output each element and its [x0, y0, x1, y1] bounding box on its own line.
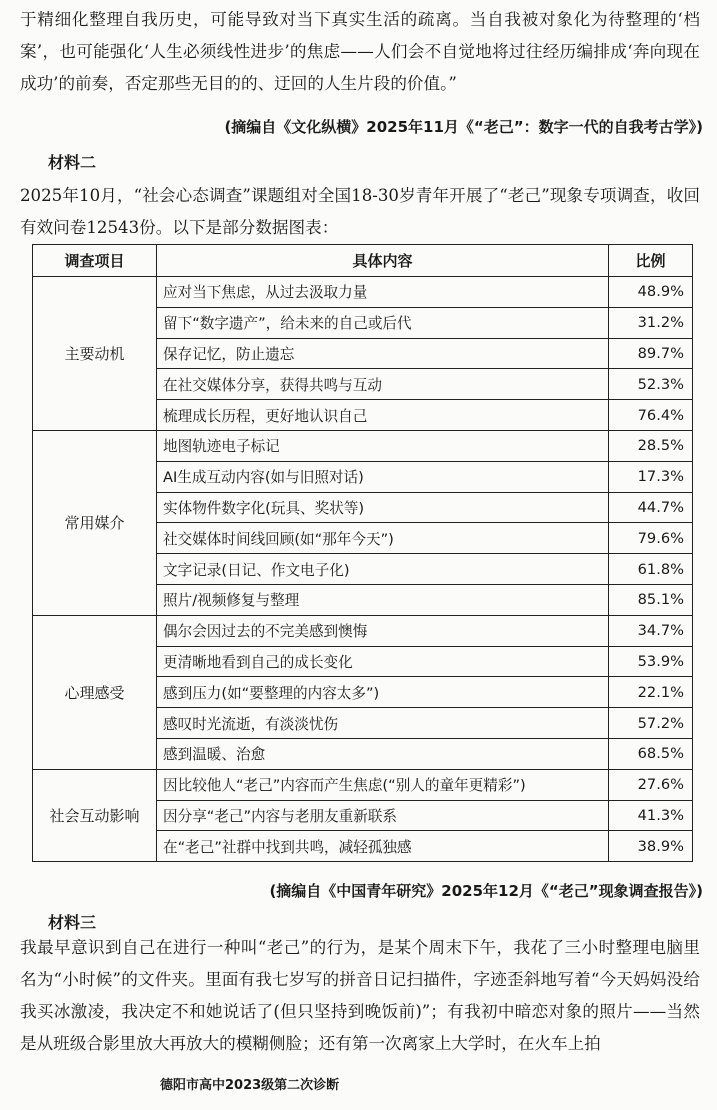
material3-paragraph: 我最早意识到自己在进行一种叫“老己”的行为，是某个周末下午，我花了三小时整理电脑里名为“小时候”的文件夹。里面有我七岁写的拼音日记扫描件，字迹歪斜地写着“今天妈妈没给我买冰激凌，我决定不和她说话了(但只坚持到晚饭前)”；有我初中暗恋对象的照片——当然是从班级合影里放大再放大的模糊侧脸；还有第一次离家上大学时，在火车上拍	[20, 938, 700, 1053]
category-cell: 主要动机	[33, 277, 157, 431]
category-cell: 常用媒介	[33, 430, 157, 615]
content-cell: 因分享“老己”内容与老朋友重新联系	[157, 800, 609, 831]
content-cell: 偶尔会因过去的不完美感到懊悔	[157, 615, 609, 646]
ratio-cell: 17.3%	[609, 461, 693, 492]
content-cell: 地图轨迹电子标记	[157, 430, 609, 461]
content-cell: AI生成互动内容(如与旧照对话)	[157, 461, 609, 492]
ratio-cell: 85.1%	[609, 584, 693, 615]
header-ratio: 比例	[609, 245, 693, 277]
content-cell: 照片/视频修复与整理	[157, 584, 609, 615]
header-survey-item: 调查项目	[33, 245, 157, 277]
material2-source: (摘编自《中国青年研究》2025年12月《“老己”现象调查报告》)	[269, 882, 703, 900]
material3-heading: 材料三	[48, 913, 97, 932]
content-cell: 因比较他人“老己”内容而产生焦虑(“别人的童年更精彩”)	[157, 769, 609, 800]
ratio-cell: 79.6%	[609, 523, 693, 554]
content-cell: 应对当下焦虑，从过去汲取力量	[157, 277, 609, 308]
ratio-cell: 27.6%	[609, 769, 693, 800]
ratio-cell: 57.2%	[609, 708, 693, 739]
content-cell: 感到压力(如“要整理的内容太多”)	[157, 677, 609, 708]
ratio-cell: 41.3%	[609, 800, 693, 831]
table-row	[33, 615, 693, 646]
content-cell: 社交媒体时间线回顾(如“那年今天”)	[157, 523, 609, 554]
table-row	[33, 769, 693, 800]
ratio-cell: 61.8%	[609, 554, 693, 585]
table-row	[33, 277, 693, 308]
content-cell: 留下“数字遗产”，给未来的自己或后代	[157, 307, 609, 338]
content-cell: 在“老己”社群中找到共鸣，减轻孤独感	[157, 831, 609, 862]
ratio-cell: 28.5%	[609, 430, 693, 461]
table-header-row	[33, 245, 693, 277]
ratio-cell: 68.5%	[609, 738, 693, 769]
ratio-cell: 52.3%	[609, 369, 693, 400]
content-cell: 梳理成长历程，更好地认识自己	[157, 400, 609, 431]
material2-heading: 材料二	[48, 153, 97, 172]
header-content: 具体内容	[157, 245, 609, 277]
content-cell: 文字记录(日记、作文电子化)	[157, 554, 609, 585]
ratio-cell: 53.9%	[609, 646, 693, 677]
content-cell: 在社交媒体分享，获得共鸣与互动	[157, 369, 609, 400]
survey-table	[32, 244, 693, 862]
ratio-cell: 22.1%	[609, 677, 693, 708]
ratio-cell: 38.9%	[609, 831, 693, 862]
content-cell: 实体物件数字化(玩具、奖状等)	[157, 492, 609, 523]
content-cell: 更清晰地看到自己的成长变化	[157, 646, 609, 677]
ratio-cell: 48.9%	[609, 277, 693, 308]
material2-intro: 2025年10月，“社会心态调查”课题组对全国18-30岁青年开展了“老己”现象专项调查，收回有效问卷12543份。以下是部分数据图表：	[20, 186, 700, 237]
content-cell: 感叹时光流逝，有淡淡忧伤	[157, 708, 609, 739]
table-row	[33, 430, 693, 461]
content-cell: 感到温暖、治愈	[157, 738, 609, 769]
category-cell: 社会互动影响	[33, 769, 157, 861]
ratio-cell: 89.7%	[609, 338, 693, 369]
material1-source: (摘编自《文化纵横》2025年11月《“老己”：数字一代的自我考古学》)	[224, 118, 703, 136]
material1-paragraph: 于精细化整理自我历史，可能导致对当下真实生活的疏离。当自我被对象化为待整理的‘档案’，也可能强化‘人生必须线性进步’的焦虑——人们会不自觉地将过往经历编排成‘奔向现在成功’的前奏，否定那些无目的的、迂回的人生片段的价值。”	[20, 10, 700, 93]
ratio-cell: 76.4%	[609, 400, 693, 431]
content-cell: 保存记忆，防止遗忘	[157, 338, 609, 369]
category-cell: 心理感受	[33, 615, 157, 769]
ratio-cell: 44.7%	[609, 492, 693, 523]
page-footer: 德阳市高中2023级第二次诊断	[160, 1078, 340, 1093]
ratio-cell: 34.7%	[609, 615, 693, 646]
ratio-cell: 31.2%	[609, 307, 693, 338]
